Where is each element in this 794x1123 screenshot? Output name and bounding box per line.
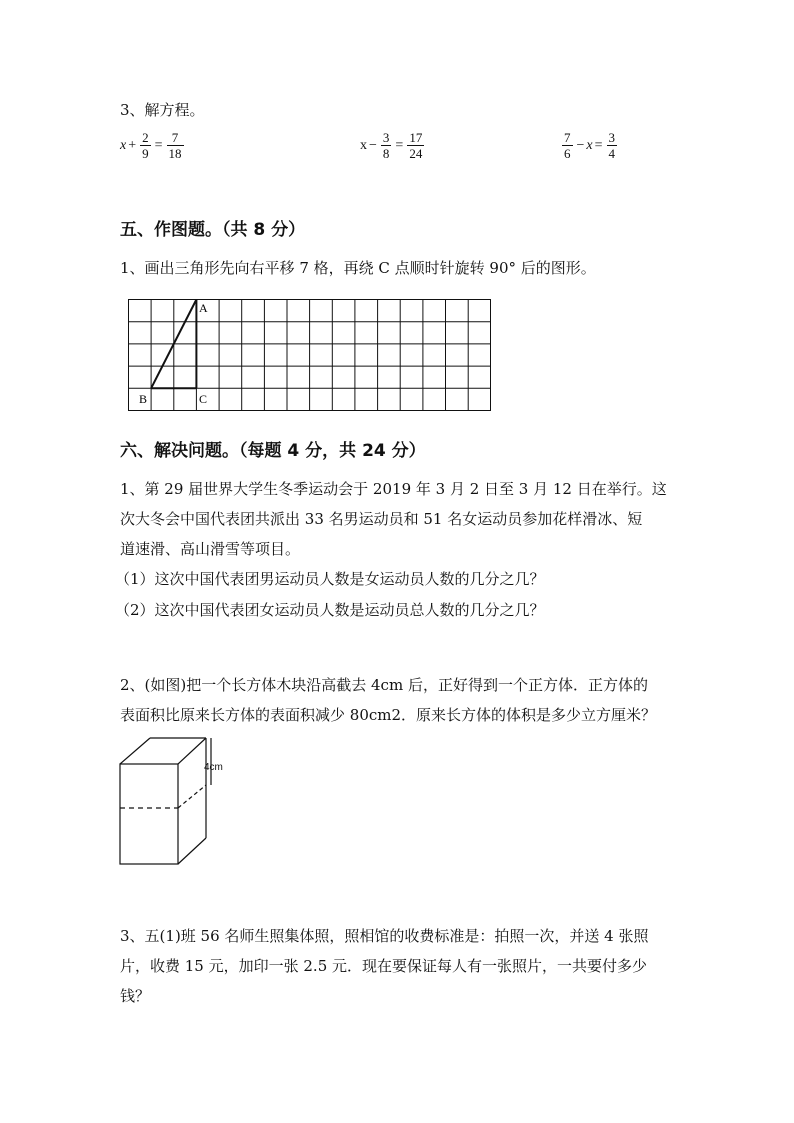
eq2-var: x [360,137,367,153]
problem-2-line-1: 2、(如图)把一个长方体木块沿高截去 4cm 后，正好得到一个正方体．正方体的 [120,676,648,694]
eq3-fraction-right [607,130,618,161]
problem-1-sub-1: （1）这次中国代表团男运动员人数是女运动员人数的几分之几？ [115,570,545,588]
eq1-op: + [128,137,137,153]
eq3-var: x [586,137,593,153]
eq1-num2: 7 [171,130,179,145]
label-c: C [199,392,208,406]
eq3-fraction-left [562,130,573,161]
problem-3-line-3: 钱？ [120,987,151,1005]
equation-2 [360,130,426,161]
section-title-equations: 3、解方程。 [120,101,205,119]
problem-1-line-1: 1、第 29 届世界大学生冬季运动会于 2019 年 3 月 2 日至 3 月 12 日在举行。这 [120,480,667,498]
grid-lines [129,300,491,411]
section-heading-problems: 六、解决问题。（每题 4 分，共 24 分） [120,441,426,461]
problem-3-line-1: 3、五(1)班 56 名师生照集体照，照相馆的收费标准是：拍照一次，并送 4 张照 [120,927,649,945]
eq1-num1: 2 [142,130,149,145]
eq1-fraction-right [167,130,184,161]
eq2-den2: 24 [409,146,423,161]
eq3-den1: 6 [564,146,571,161]
eq3-equals: = [594,137,603,153]
eq3-op: − [576,137,585,153]
eq2-op: − [369,137,377,153]
label-a: A [199,301,208,315]
problem-1-sub-2: （2）这次中国代表团女运动员人数是运动员总人数的几分之几？ [115,601,545,619]
eq2-num2: 17 [409,130,423,145]
eq3-den2: 4 [608,146,616,161]
eq2-den1: 8 [382,146,390,161]
eq3-num2: 3 [608,130,616,145]
drawing-question-1: 1、画出三角形先向右平移 7 格，再绕 C 点顺时针旋转 90° 后的图形。 [120,259,596,277]
label-b: B [139,392,148,406]
section-heading-drawing: 五、作图题。（共 8 分） [120,220,306,240]
problem-1-line-2: 次大冬会中国代表团共派出 33 名男运动员和 51 名女运动员参加花样滑冰、短 [120,510,643,528]
grid-figure [120,295,500,420]
eq1-fraction-left [140,130,151,161]
equation-1 [120,130,186,161]
cuboid-front-face [120,764,178,864]
problem-3-line-2: 片，收费 15 元，加印一张 2.5 元．现在要保证每人有一张照片，一共要付多少 [120,957,648,975]
problem-1-line-3: 道速滑、高山滑雪等项目。 [120,540,301,558]
problem-2-line-2: 表面积比原来长方体的表面积减少 80cm2．原来长方体的体积是多少立方厘米？ [120,706,657,724]
cuboid-figure [115,735,245,870]
eq1-equals: = [154,137,163,153]
eq1-den2: 18 [168,146,182,161]
equation-3 [560,130,619,161]
eq1-var: x [120,137,127,153]
eq3-num1: 7 [564,130,571,145]
eq2-num1: 3 [382,130,390,145]
eq2-fraction-left [381,130,392,161]
eq1-den1: 9 [142,146,149,161]
eq2-equals: = [395,137,404,153]
cut-height-label: 4cm [204,762,223,773]
eq2-fraction-right [407,130,424,161]
